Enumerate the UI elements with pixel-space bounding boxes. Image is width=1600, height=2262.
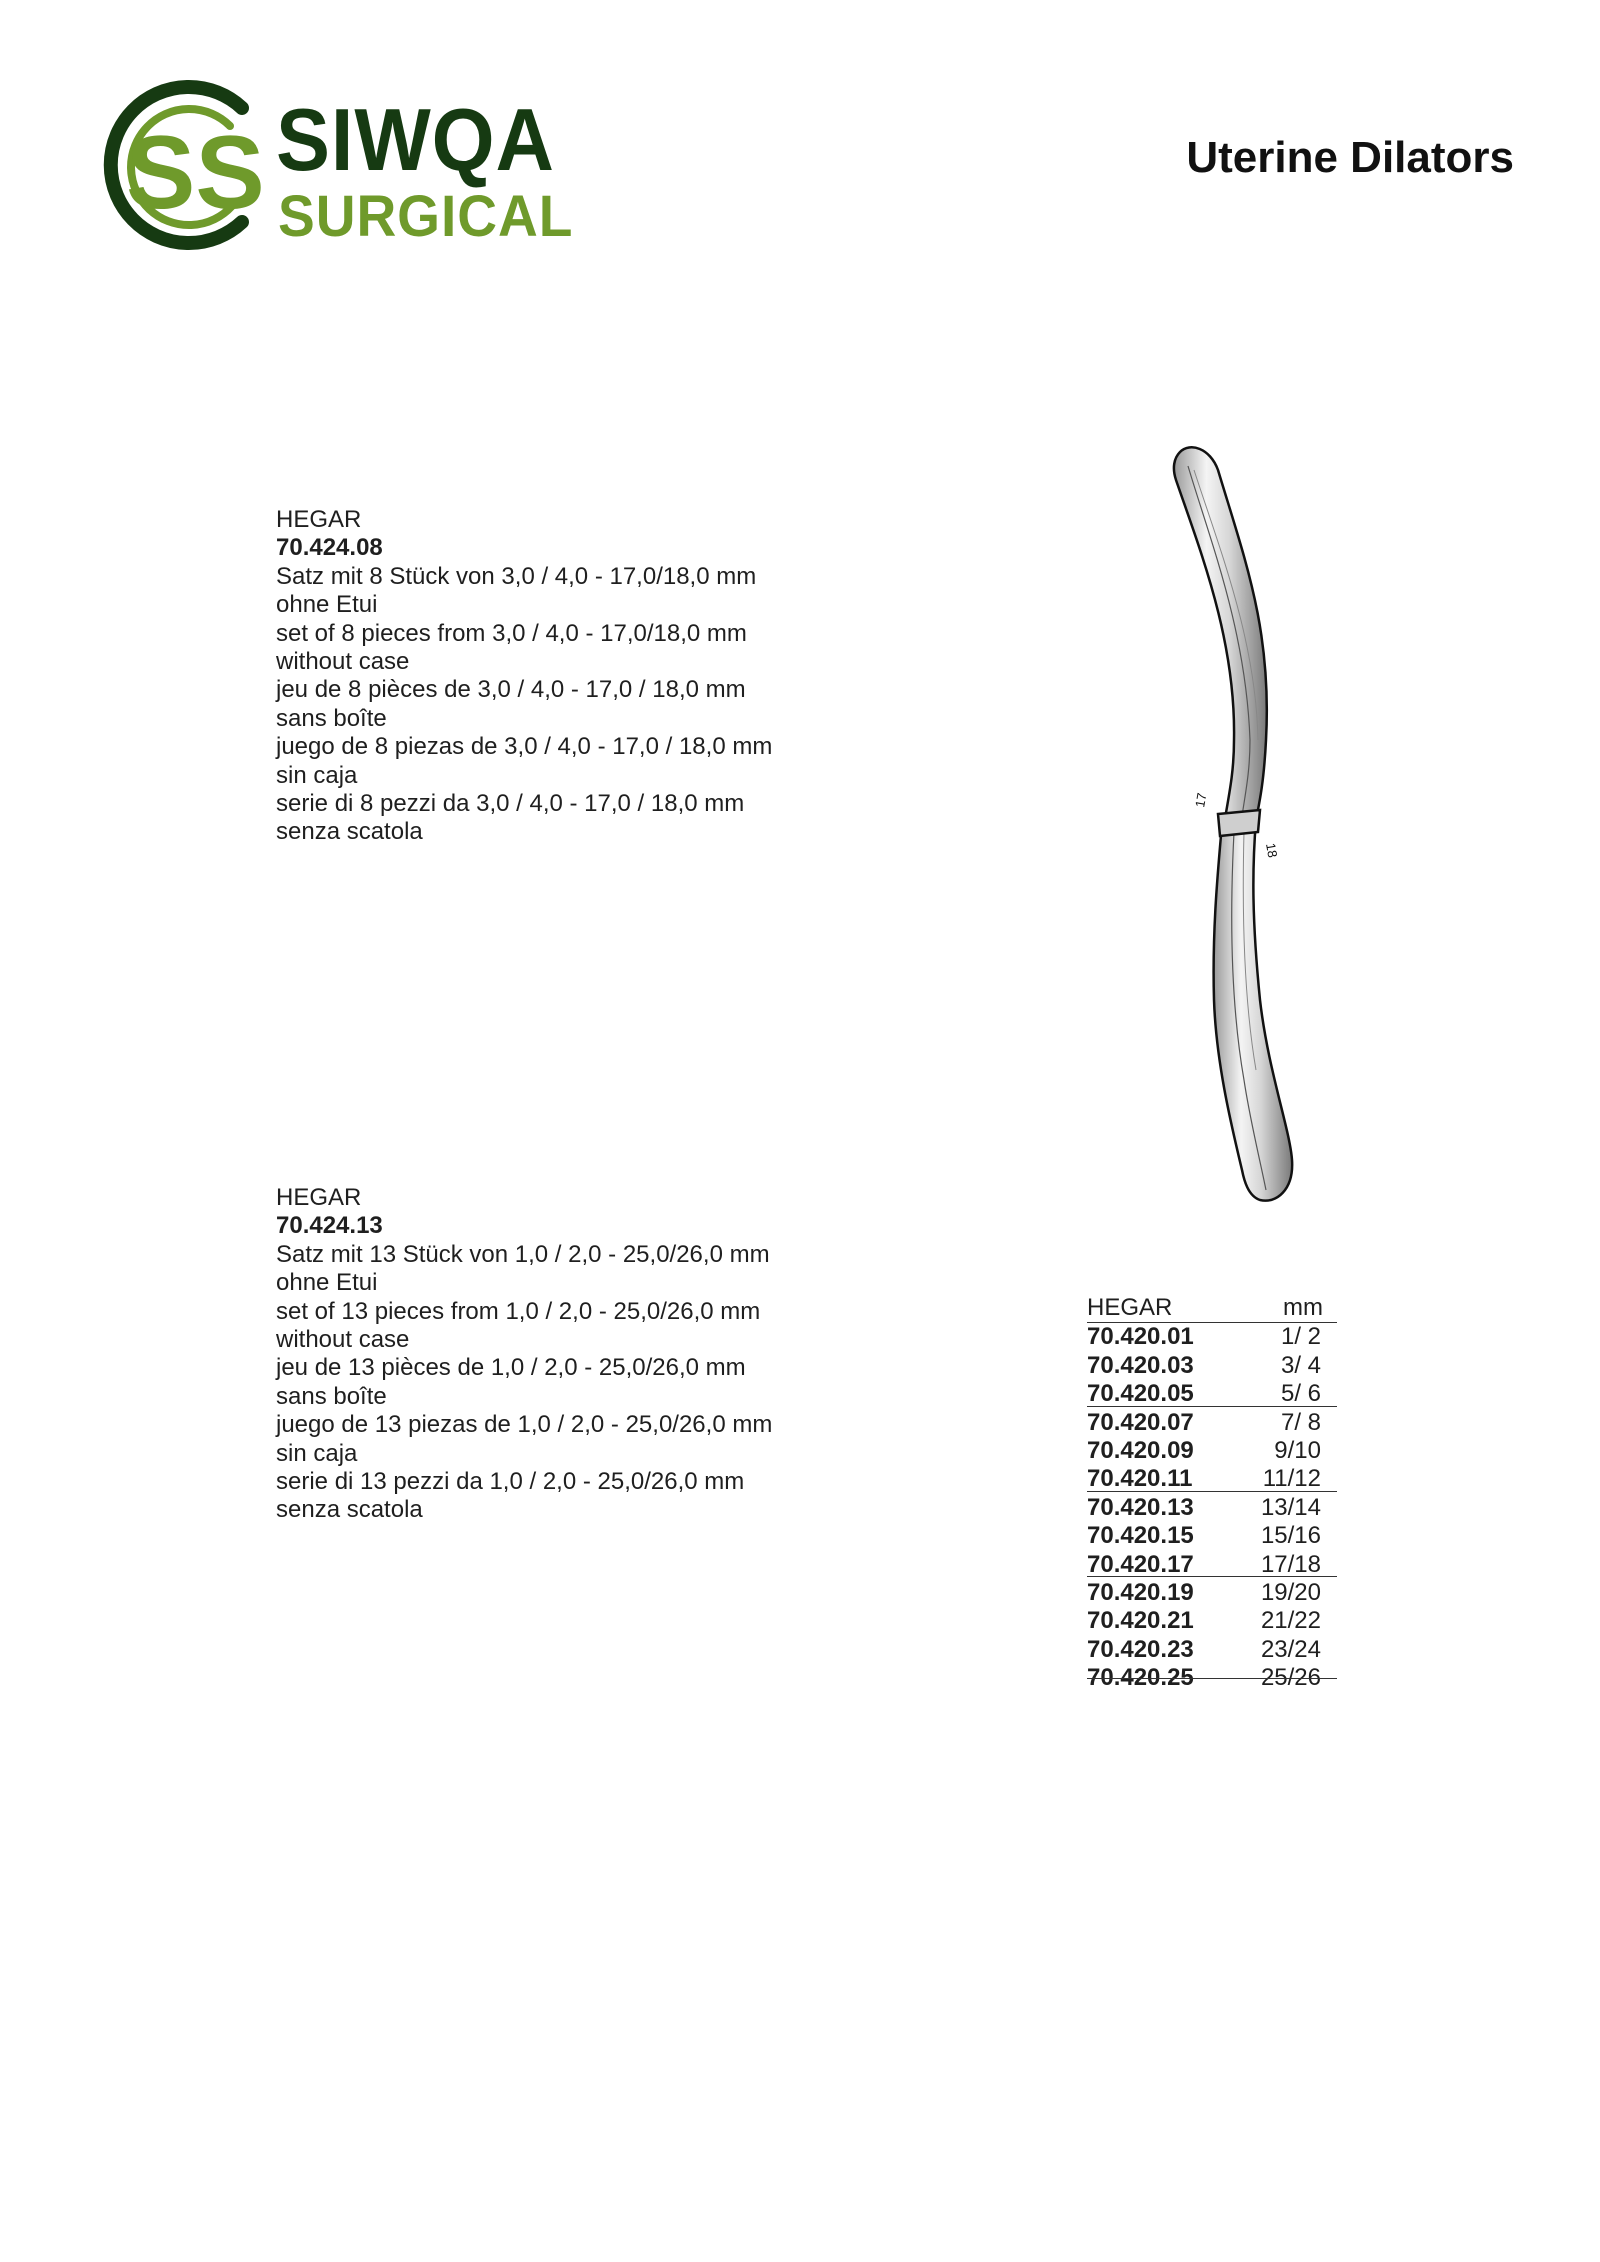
row-code: 70.420.03 — [1087, 1351, 1194, 1379]
table-row — [1087, 1551, 1337, 1579]
row-code: 70.420.17 — [1087, 1550, 1194, 1578]
table-row — [1087, 1636, 1337, 1664]
row-code: 70.420.07 — [1087, 1408, 1194, 1436]
size-label-bottom: 18 — [1263, 841, 1281, 859]
product-block — [276, 1184, 772, 1525]
brand-name-secondary: SURGICAL — [278, 184, 574, 249]
product-desc-line: serie di 8 pezzi da 3,0 / 4,0 - 17,0 / 18,0 mm — [276, 790, 745, 818]
row-size: 5/ 6 — [1280, 1380, 1321, 1408]
brand-logo — [92, 70, 572, 260]
ss-monogram-icon — [92, 70, 282, 260]
row-code: 70.420.09 — [1087, 1437, 1194, 1465]
size-label-top: 17 — [1192, 791, 1210, 809]
product-desc-line: juego de 13 piezas de 1,0 / 2,0 - 25,0/26,0 mm — [276, 1411, 773, 1439]
dilator-lower-end — [1214, 820, 1293, 1201]
product-desc-line: sans boîte — [276, 1382, 387, 1410]
product-code: 70.424.08 — [276, 534, 383, 562]
dilator-collar — [1218, 810, 1260, 836]
page-title: Uterine Dilators — [1186, 133, 1514, 182]
row-size: 17/18 — [1260, 1550, 1321, 1578]
product-desc-line: senza scatola — [276, 1496, 423, 1524]
table-row — [1087, 1664, 1337, 1692]
product-desc-line: senza scatola — [276, 818, 423, 846]
product-code: 70.424.13 — [276, 1212, 383, 1240]
product-desc-line: set of 8 pieces from 3,0 / 4,0 - 17,0/18,0 mm — [276, 619, 747, 647]
row-size: 1/ 2 — [1280, 1323, 1321, 1351]
row-size: 21/22 — [1260, 1607, 1321, 1635]
hegar-dilator-illustration — [1160, 440, 1310, 1210]
row-code: 70.420.11 — [1087, 1465, 1193, 1493]
size-table-header — [1087, 1294, 1337, 1323]
monogram-letter-1: SS — [126, 115, 265, 231]
row-code: 70.420.21 — [1087, 1607, 1194, 1635]
size-table — [1087, 1294, 1337, 1693]
row-size: 25/26 — [1260, 1664, 1321, 1692]
row-size: 13/14 — [1260, 1493, 1321, 1521]
row-code: 70.420.23 — [1087, 1635, 1194, 1663]
row-size: 11/12 — [1262, 1465, 1321, 1493]
row-code: 70.420.05 — [1087, 1380, 1194, 1408]
row-code: 70.420.15 — [1087, 1522, 1194, 1550]
table-row — [1087, 1409, 1337, 1437]
product-desc-line: without case — [276, 1326, 410, 1354]
row-size: 9/10 — [1274, 1437, 1321, 1465]
size-table-header-name: HEGAR — [1087, 1294, 1173, 1321]
product-name: HEGAR — [276, 1184, 362, 1211]
row-code: 70.420.13 — [1087, 1493, 1194, 1521]
row-code: 70.420.01 — [1087, 1323, 1194, 1351]
brand-name-primary: SIWQA — [276, 90, 555, 189]
product-desc-line: set of 13 pieces from 1,0 / 2,0 - 25,0/26,0 mm — [276, 1297, 761, 1325]
product-desc-line: Satz mit 13 Stück von 1,0 / 2,0 - 25,0/26,0 mm — [276, 1240, 770, 1268]
product-desc-line: ohne Etui — [276, 591, 378, 619]
row-code: 70.420.19 — [1087, 1579, 1194, 1607]
dilator-upper-end — [1174, 447, 1267, 824]
product-desc-line: juego de 8 piezas de 3,0 / 4,0 - 17,0 / 18,0 mm — [276, 733, 773, 761]
table-row — [1087, 1522, 1337, 1550]
row-size: 19/20 — [1260, 1579, 1321, 1607]
table-row — [1087, 1437, 1337, 1465]
product-desc-line: serie di 13 pezzi da 1,0 / 2,0 - 25,0/26,0 mm — [276, 1468, 745, 1496]
product-name: HEGAR — [276, 506, 362, 533]
table-row — [1087, 1607, 1337, 1635]
table-row — [1087, 1579, 1337, 1607]
product-desc-line: jeu de 13 pièces de 1,0 / 2,0 - 25,0/26,0 mm — [276, 1354, 746, 1382]
product-desc-line: ohne Etui — [276, 1269, 378, 1297]
table-row — [1087, 1380, 1337, 1408]
product-desc-line: Satz mit 8 Stück von 3,0 / 4,0 - 17,0/18,0 mm — [276, 562, 757, 590]
row-size: 15/16 — [1260, 1522, 1321, 1550]
product-desc-line: jeu de 8 pièces de 3,0 / 4,0 - 17,0 / 18,0 mm — [276, 676, 746, 704]
size-table-header-unit: mm — [1283, 1294, 1323, 1321]
product-block — [276, 506, 772, 847]
table-row — [1087, 1323, 1337, 1351]
row-size: 3/ 4 — [1280, 1351, 1321, 1379]
row-size: 23/24 — [1260, 1635, 1321, 1663]
row-size: 7/ 8 — [1280, 1408, 1321, 1436]
product-desc-line: sin caja — [276, 1439, 358, 1467]
table-row — [1087, 1465, 1337, 1493]
table-row — [1087, 1494, 1337, 1522]
table-row — [1087, 1352, 1337, 1380]
product-desc-line: sin caja — [276, 761, 358, 789]
row-code: 70.420.25 — [1087, 1664, 1194, 1692]
product-desc-line: sans boîte — [276, 704, 387, 732]
product-desc-line: without case — [276, 648, 410, 676]
